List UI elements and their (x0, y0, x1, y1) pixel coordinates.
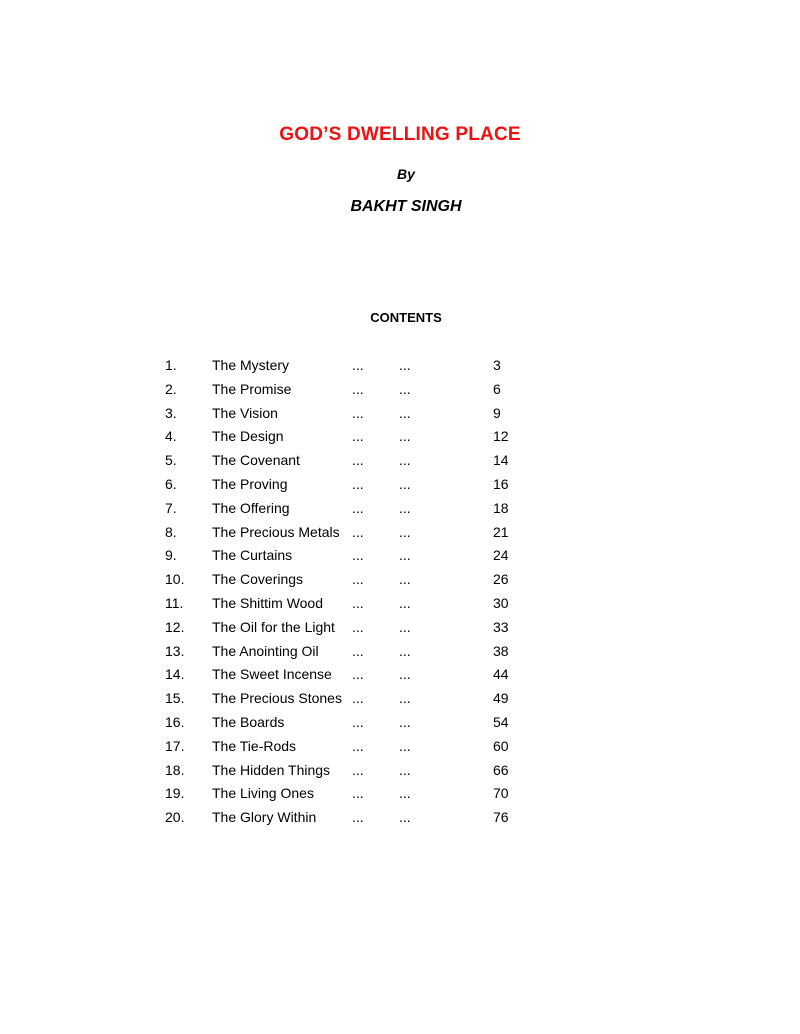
toc-entry-page: 70 (493, 785, 509, 802)
contents-heading: CONTENTS (370, 310, 442, 325)
toc-entry-page: 66 (493, 761, 509, 778)
toc-entry-number: 10. (165, 571, 185, 588)
toc-entry-page: 24 (493, 547, 509, 564)
toc-entry (0, 355, 800, 379)
toc-entry-title: The Living Ones (212, 785, 314, 802)
toc-entry-title: The Coverings (212, 571, 304, 588)
toc-entry (0, 474, 800, 498)
toc-leader-dots: ... (352, 666, 364, 683)
toc-leader-dots: ... (352, 357, 364, 373)
toc-entry-title: The Vision (212, 404, 278, 421)
toc-leader-dots: ... (399, 761, 411, 778)
toc-leader-dots: ... (399, 475, 411, 492)
toc-entry-title: The Design (212, 428, 284, 445)
toc-leader-dots: ... (352, 523, 364, 540)
toc-entry-number: 8. (165, 523, 177, 540)
toc-entry-number: 13. (165, 642, 185, 659)
toc-entry (0, 641, 800, 665)
toc-entry-page: 44 (493, 666, 509, 683)
toc-entry-page: 30 (493, 594, 509, 611)
toc-leader-dots: ... (399, 404, 411, 421)
toc-entry-title: The Mystery (212, 357, 290, 373)
toc-leader-dots: ... (352, 761, 364, 778)
toc-entry-number: 20. (165, 809, 185, 826)
toc-leader-dots: ... (352, 618, 364, 635)
toc-leader-dots: ... (399, 357, 411, 373)
toc-entry-number: 12. (165, 618, 185, 635)
toc-entry-number: 4. (165, 428, 177, 445)
toc-leader-dots: ... (399, 713, 411, 730)
toc-leader-dots: ... (399, 666, 411, 683)
toc-entry-number: 14. (165, 666, 185, 683)
toc-entry-title: The Oil for the Light (212, 618, 335, 635)
toc-entry-page: 49 (493, 690, 509, 707)
toc-leader-dots: ... (399, 737, 411, 754)
toc-entry-page: 60 (493, 737, 509, 754)
toc-leader-dots: ... (352, 499, 364, 516)
table-of-contents (0, 355, 800, 831)
toc-leader-dots: ... (352, 380, 364, 397)
toc-entry-title: The Anointing Oil (212, 642, 319, 659)
toc-entry-page: 9 (493, 404, 501, 421)
toc-leader-dots: ... (352, 690, 364, 707)
toc-entry-title: The Tie-Rods (212, 737, 297, 754)
toc-leader-dots: ... (352, 571, 364, 588)
toc-entry (0, 760, 800, 784)
toc-entry (0, 617, 800, 641)
toc-leader-dots: ... (352, 452, 364, 469)
toc-entry (0, 569, 800, 593)
toc-entry-title: The Curtains (212, 547, 293, 564)
toc-entry (0, 522, 800, 546)
toc-entry-page: 12 (493, 428, 509, 445)
toc-entry-title: The Offering (212, 499, 290, 516)
toc-leader-dots: ... (352, 547, 364, 564)
toc-entry-number: 6. (165, 475, 177, 492)
toc-entry (0, 498, 800, 522)
toc-leader-dots: ... (399, 380, 411, 397)
toc-entry-number: 11. (165, 594, 184, 611)
toc-leader-dots: ... (399, 618, 411, 635)
toc-entry-page: 3 (493, 357, 501, 373)
toc-entry-title: The Promise (212, 380, 292, 397)
toc-entry-number: 3. (165, 404, 177, 421)
toc-leader-dots: ... (352, 737, 364, 754)
toc-entry-number: 18. (165, 761, 185, 778)
toc-leader-dots: ... (352, 785, 364, 802)
toc-leader-dots: ... (352, 404, 364, 421)
toc-entry-title: The Covenant (212, 452, 300, 469)
toc-entry-title: The Sweet Incense (212, 666, 332, 683)
toc-entry-number: 5. (165, 452, 177, 469)
toc-entry-number: 7. (165, 499, 177, 516)
toc-entry-title: The Precious Stones (212, 690, 342, 707)
toc-entry (0, 664, 800, 688)
toc-leader-dots: ... (352, 594, 364, 611)
toc-entry-number: 15. (165, 690, 185, 707)
toc-leader-dots: ... (352, 713, 364, 730)
toc-entry-number: 19. (165, 785, 185, 802)
toc-entry-number: 2. (165, 380, 177, 397)
toc-leader-dots: ... (399, 523, 411, 540)
toc-entry-page: 54 (493, 713, 509, 730)
toc-entry-page: 76 (493, 809, 509, 826)
toc-entry-title: The Hidden Things (212, 761, 331, 778)
toc-entry-page: 18 (493, 499, 509, 516)
book-title: GOD’S DWELLING PLACE (279, 124, 521, 145)
toc-leader-dots: ... (352, 809, 364, 826)
toc-leader-dots: ... (352, 642, 364, 659)
toc-entry (0, 426, 800, 450)
toc-entry (0, 545, 800, 569)
toc-entry (0, 403, 800, 427)
toc-entry (0, 450, 800, 474)
toc-entry (0, 379, 800, 403)
toc-entry (0, 736, 800, 760)
toc-entry-title: The Shittim Wood (212, 594, 324, 611)
toc-entry (0, 712, 800, 736)
toc-entry (0, 593, 800, 617)
toc-entry-number: 1. (165, 357, 177, 373)
toc-entry-page: 14 (493, 452, 509, 469)
toc-leader-dots: ... (352, 475, 364, 492)
toc-leader-dots: ... (399, 785, 411, 802)
toc-entry-page: 38 (493, 642, 509, 659)
toc-leader-dots: ... (399, 594, 411, 611)
toc-entry (0, 807, 800, 831)
toc-leader-dots: ... (399, 642, 411, 659)
toc-leader-dots: ... (399, 499, 411, 516)
toc-leader-dots: ... (399, 428, 411, 445)
toc-entry-number: 17. (165, 737, 185, 754)
byline-label: By (397, 166, 415, 182)
toc-entry-title: The Boards (212, 713, 285, 730)
toc-entry-title: The Glory Within (212, 809, 317, 826)
toc-leader-dots: ... (399, 547, 411, 564)
toc-entry-page: 16 (493, 475, 509, 492)
toc-entry (0, 783, 800, 807)
toc-entry (0, 688, 800, 712)
toc-entry-page: 33 (493, 618, 509, 635)
toc-entry-title: The Precious Metals (212, 523, 340, 540)
author-name: BAKHT SINGH (350, 198, 462, 215)
toc-entry-title: The Proving (212, 475, 288, 492)
toc-entry-page: 21 (493, 523, 509, 540)
toc-entry-page: 26 (493, 571, 509, 588)
toc-leader-dots: ... (399, 452, 411, 469)
toc-leader-dots: ... (399, 571, 411, 588)
toc-entry-number: 9. (165, 547, 177, 564)
toc-leader-dots: ... (399, 690, 411, 707)
toc-leader-dots: ... (399, 809, 411, 826)
toc-entry-page: 6 (493, 380, 501, 397)
toc-entry-number: 16. (165, 713, 185, 730)
toc-leader-dots: ... (352, 428, 364, 445)
